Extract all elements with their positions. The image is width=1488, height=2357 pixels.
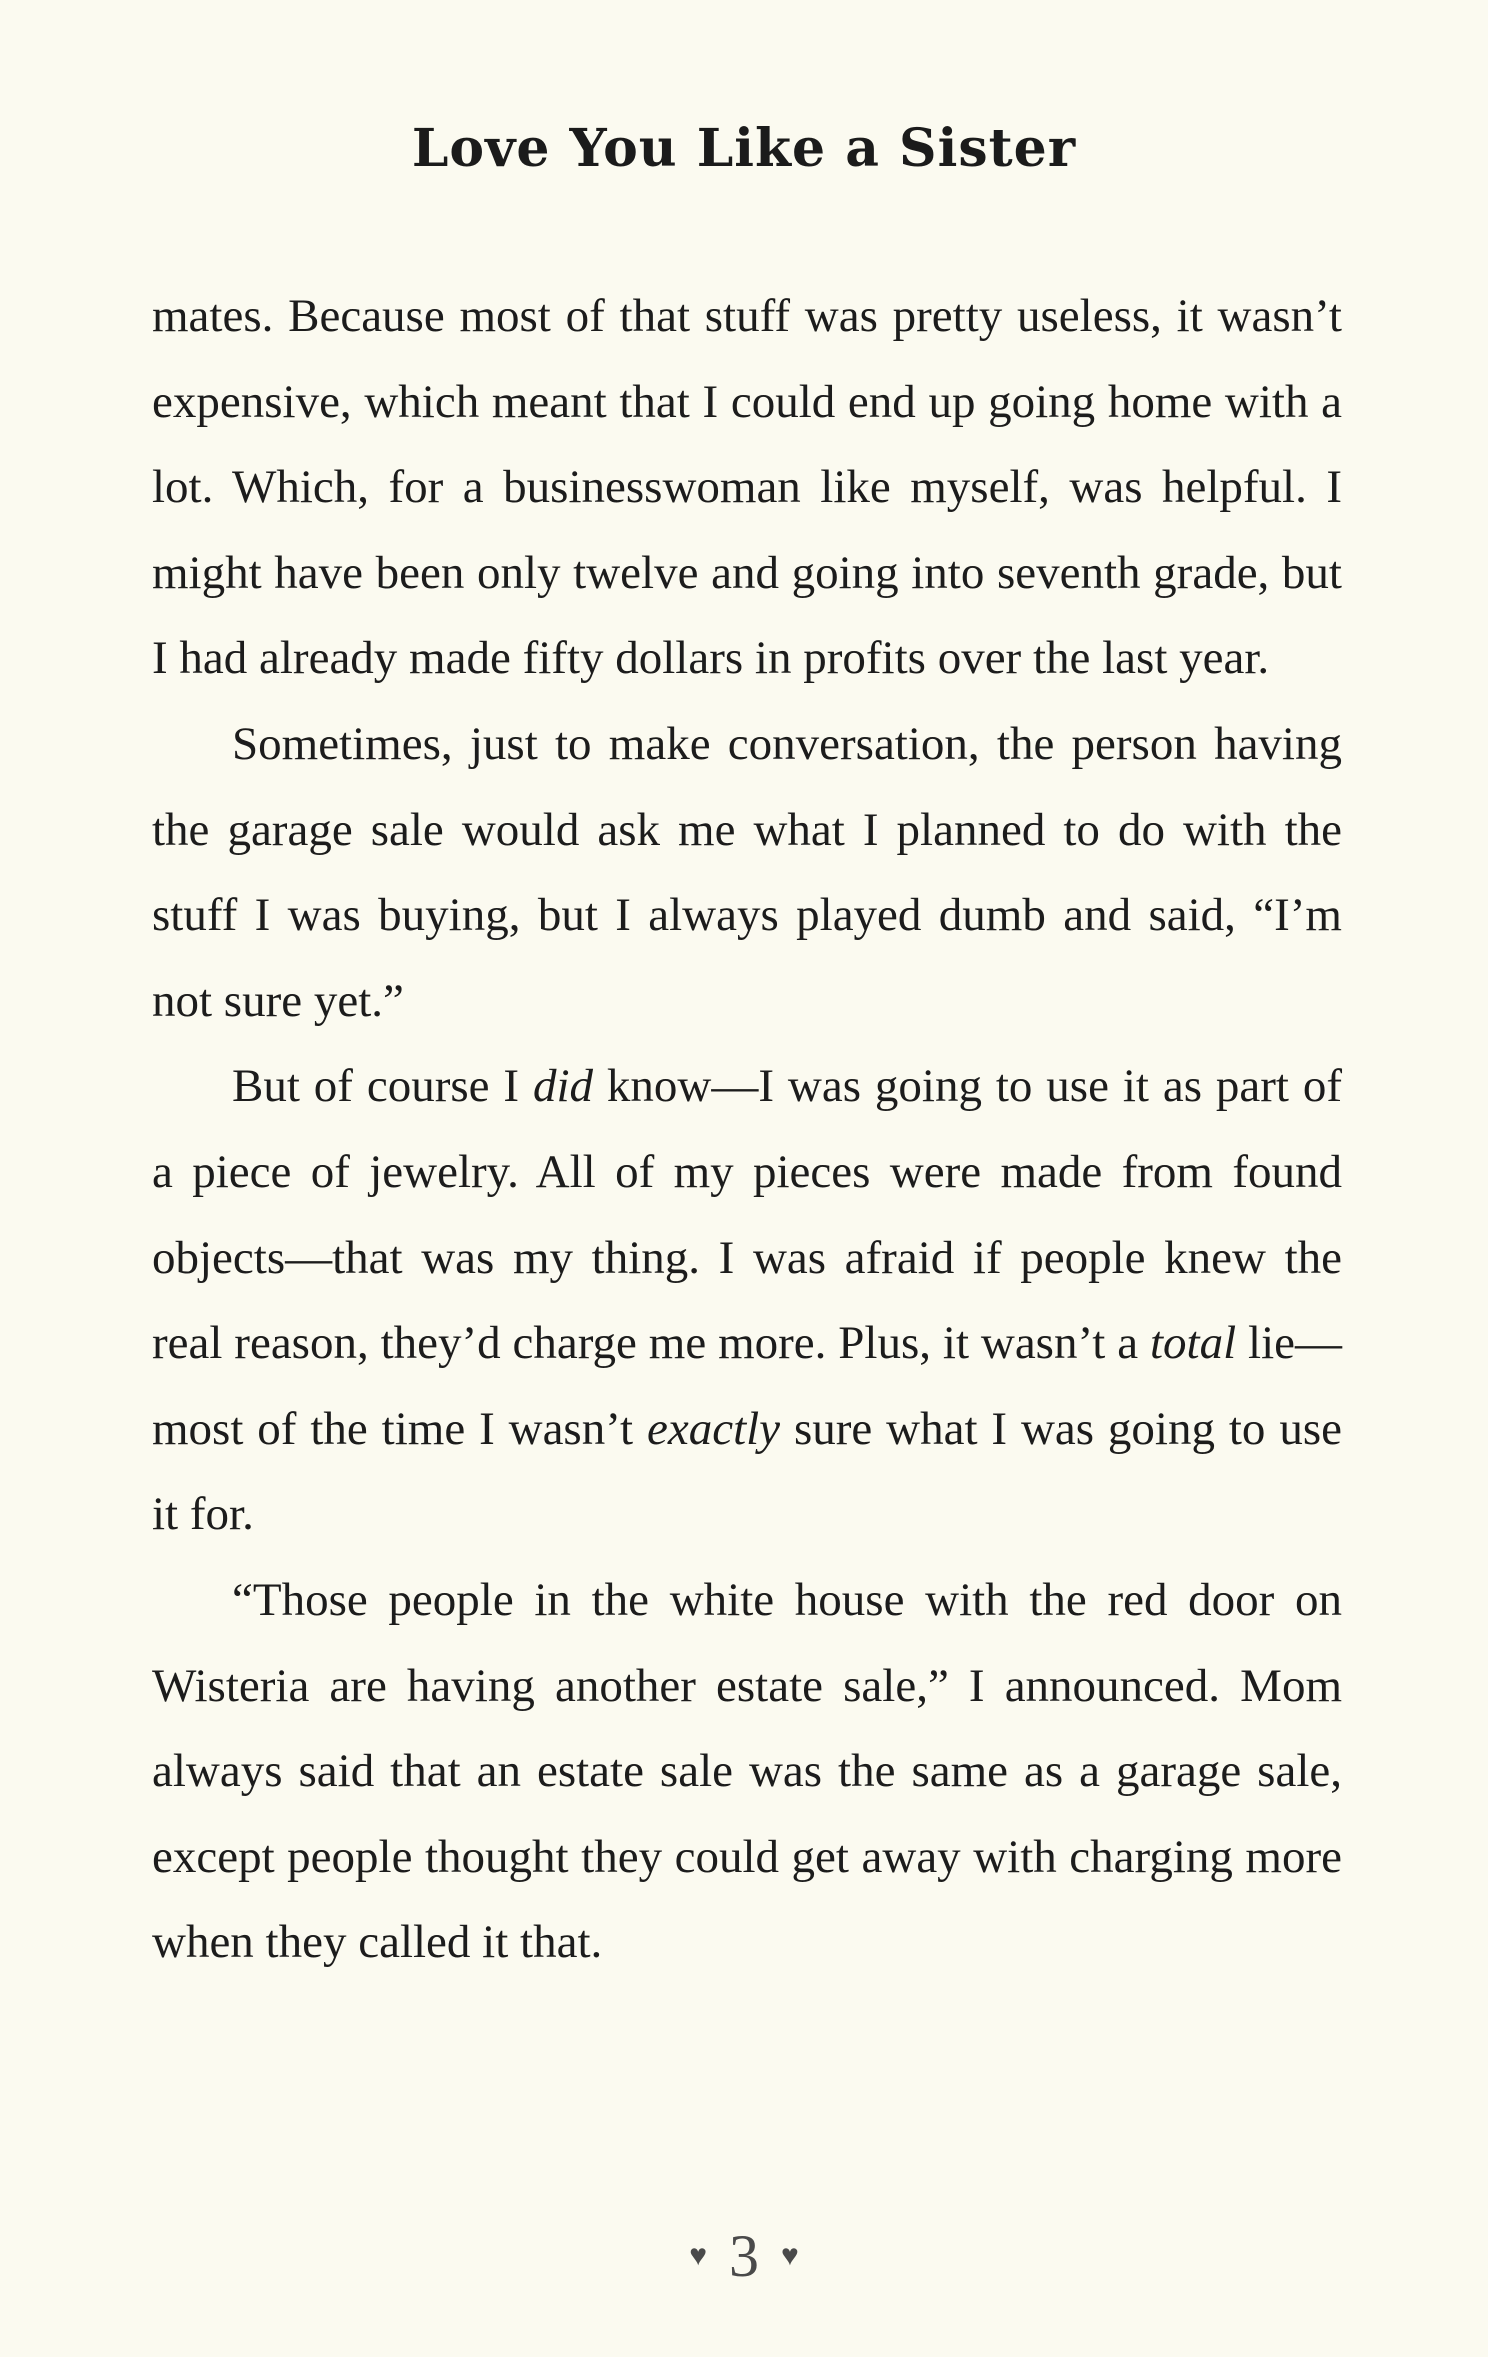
- running-head: Love You Like a Sister: [411, 118, 1077, 179]
- text-run: “Those people in the white house with the red door on Wisteria are having another estate sale,” I announced. Mom always said that an estate sale was the same as a garage sale, except people thought they could get away with charging more when they called it that.: [152, 1573, 1342, 1969]
- text-run: Sometimes, just to make conversation, the person having the garage sale would ask me what I planned to do with the stuff I was buying, but I always played dumb and said, “I’m not sure yet.”: [152, 717, 1342, 1027]
- text-run: know—I was going to use it as part of a piece of jewelry. All of my pieces were made from found objects—that was my thing. I was afraid if people knew the real reason, they’d charge me more. Plus, it wasn’t a: [152, 1060, 1342, 1370]
- italic-text: exactly: [646, 1402, 781, 1455]
- italic-text: total: [1149, 1317, 1237, 1370]
- heart-ornament-left: ♥: [689, 2239, 707, 2273]
- page-footer: [0, 2222, 1488, 2291]
- italic-text: did: [532, 1060, 594, 1113]
- text-run: mates. Because most of that stuff was pretty useless, it wasn’t expensive, which meant that I could end up going home with a lot. Which, for a businesswoman like myself, was helpful. I might have been only twelve and going into seventh grade, but I had already made fifty dollars in profits over the last year.: [152, 290, 1342, 685]
- body-text: [152, 274, 1342, 1986]
- paragraph: [152, 1558, 1342, 1986]
- paragraph: [152, 702, 1342, 1044]
- heart-ornament-right: ♥: [781, 2239, 799, 2273]
- text-run: But of course I: [232, 1060, 533, 1113]
- text-run: sure what I was going to use it for.: [152, 1402, 1342, 1541]
- paragraph: [152, 1044, 1342, 1558]
- text-run: lie—most of the time I wasn’t: [152, 1317, 1342, 1455]
- page-number: 3: [729, 2223, 759, 2289]
- paragraph: [152, 274, 1342, 702]
